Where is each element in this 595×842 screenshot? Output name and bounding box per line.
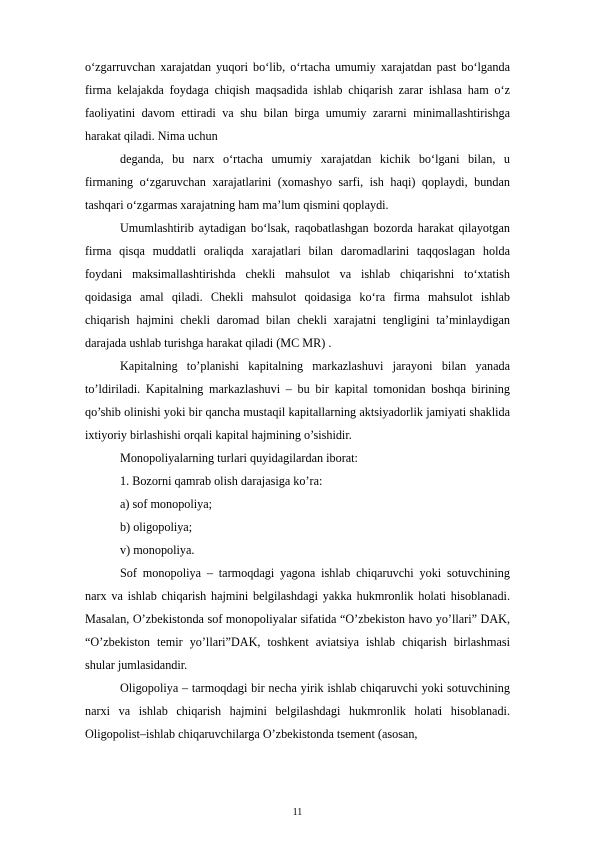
paragraph-pure-monopoly: Sof monopoliya – tarmoqdagi yagona ishlab chiqaruvchi yoki sotuvchining narx va ishlab chiqarish hajmini belgilashdagi yakka hukmronlik holati hisoblanadi. Masalan, O’zbekistonda sof monopoliyalar sifatida “O’zbekiston havo yo’llari” DAK, “O’zbekiston temir yo’llari”DAK, toshkent aviatsiya ishlab chiqarish birlashmasi shular jumlasidandir.: [85, 566, 510, 672]
paragraph-summary: Umumlashtirib aytadigan bo‘lsak, raqobatlashgan bozorda harakat qilayotgan firma qisqa muddatli oraliqda xarajatlari bilan daromadlarini taqqoslagan holda foydani maksimallashtirishda chekli mahsulot va ishlab chiqarishni to‘xtatish qoidasiga amal qiladi. Chekli mahsulot qoidasiga ko‘ra firma mahsulot ishlab chiqarish hajmini chekli daromad bilan chekli xarajatni tengligini ta’minlaydigan darajada ushlab turishga harakat qiladi (MC MR) .: [85, 221, 510, 350]
paragraph-monopoly-types: Monopoliyalarning turlari quyidagilardan iborat:: [120, 451, 358, 465]
paragraph-capital-centralization: Kapitalning to’planishi kapitalning markazlashuvi jarayoni bilan yanada to’ldiriladi. Kapitalning markazlashuvi – bu bir kapital tomonidan boshqa birining qo’shib olinishi yoki bir qancha mustaqil kapitallarning aktsiyadorlik jamiyati shaklida ixtiyoriy birlashishi orqali kapital hajmining o’sishidir.: [85, 359, 510, 442]
paragraph-continued: o‘zgarruvchan xarajatdan yuqori bo‘lib, o‘rtacha umumiy xarajatdan past bo‘lganda firma kelajakda foydaga chiqish maqsadida ishlab chiqarish zarar ishlasa ham o‘z faoliyatini davom ettiradi va shu bilan birga umumiy zararni minimallashtirishga harakat qiladi. Nima uchun: [85, 60, 510, 143]
page-number: 11: [292, 807, 303, 818]
paragraph-oligopoly: Oligopoliya – tarmoqdagi bir necha yirik ishlab chiqaruvchi yoki sotuvchining narxi va ishlab chiqarish hajmini belgilashdagi hukmronlik holati hisoblanadi. Oligopolist–ishlab chiqaruvchilarga O’zbekistonda tsement (asosan,: [85, 681, 510, 741]
list-item: b) oligopoliya;: [120, 520, 193, 534]
paragraph-price-explanation: deganda, bu narx o‘rtacha umumiy xarajatdan kichik bo‘lgani bilan, u firmaning o‘zgaruvchan xarajatlarini (xomashyo sarfi, ish haqi) qoplaydi, bundan tashqari o‘zgarmas xarajatning ham ma’lum qismini qoplaydi.: [85, 152, 510, 212]
list-item: v) monopoliya.: [120, 543, 195, 557]
page-body: [85, 56, 510, 746]
list-item: 1. Bozorni qamrab olish darajasiga ko’ra:: [120, 474, 323, 488]
list-item: a) sof monopoliya;: [120, 497, 213, 511]
